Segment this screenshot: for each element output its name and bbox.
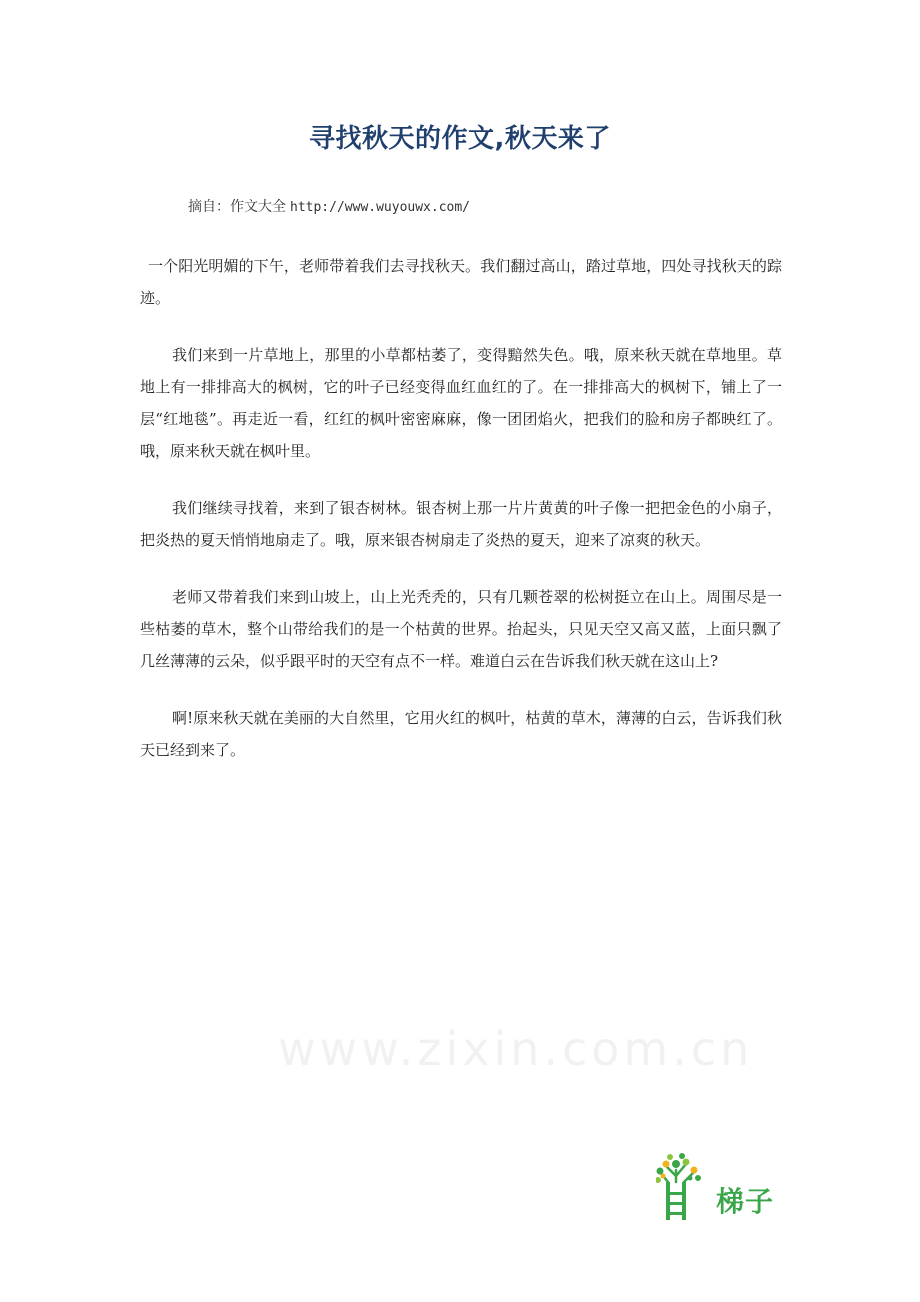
paragraph: 我们继续寻找着，来到了银杏树林。银杏树上那一片片黄黄的叶子像一把把金色的小扇子，把炎热的夏天悄悄地扇走了。哦，原来银杏树扇走了炎热的夏天，迎来了凉爽的秋天。 <box>140 499 782 549</box>
article-body <box>140 250 782 791</box>
paragraph: 啊!原来秋天就在美丽的大自然里，它用火红的枫叶，枯黄的草木，薄薄的白云，告诉我们秋天已经到来了。 <box>140 709 782 759</box>
logo-text: 梯子 <box>716 1185 775 1218</box>
source-url: http://www.wuyouwx.com/ <box>290 200 471 215</box>
paragraph: 老师又带着我们来到山坡上，山上光秃秃的，只有几颗苍翠的松树挺立在山上。周围尽是一些枯萎的草木，整个山带给我们的是一个枯黄的世界。抬起头，只见天空又高又蓝，上面只飘了几丝薄薄的云朵，似乎跟平时的天空有点不一样。难道白云在告诉我们秋天就在这山上? <box>140 588 782 670</box>
source-label: 摘自：作文大全 <box>188 199 286 215</box>
paragraph: 我们来到一片草地上，那里的小草都枯萎了，变得黯然失色。哦，原来秋天就在草地里。草地上有一排排高大的枫树，它的叶子已经变得血红血红的了。在一排排高大的枫树下，铺上了一层“红地毯”。再走近一看，红红的枫叶密密麻麻，像一团团焰火，把我们的脸和房子都映红了。哦，原来秋天就在枫叶里。 <box>140 346 782 460</box>
paragraph: 一个阳光明媚的下午，老师带着我们去寻找秋天。我们翻过高山，踏过草地，四处寻找秋天的踪迹。 <box>140 257 782 307</box>
logo <box>656 1152 786 1232</box>
watermark: www.zixin.com.cn <box>278 1022 754 1076</box>
document-title: 寻找秋天的作文,秋天来了 <box>309 124 611 154</box>
source-line <box>188 196 470 216</box>
tree-ladder-icon <box>656 1152 716 1226</box>
